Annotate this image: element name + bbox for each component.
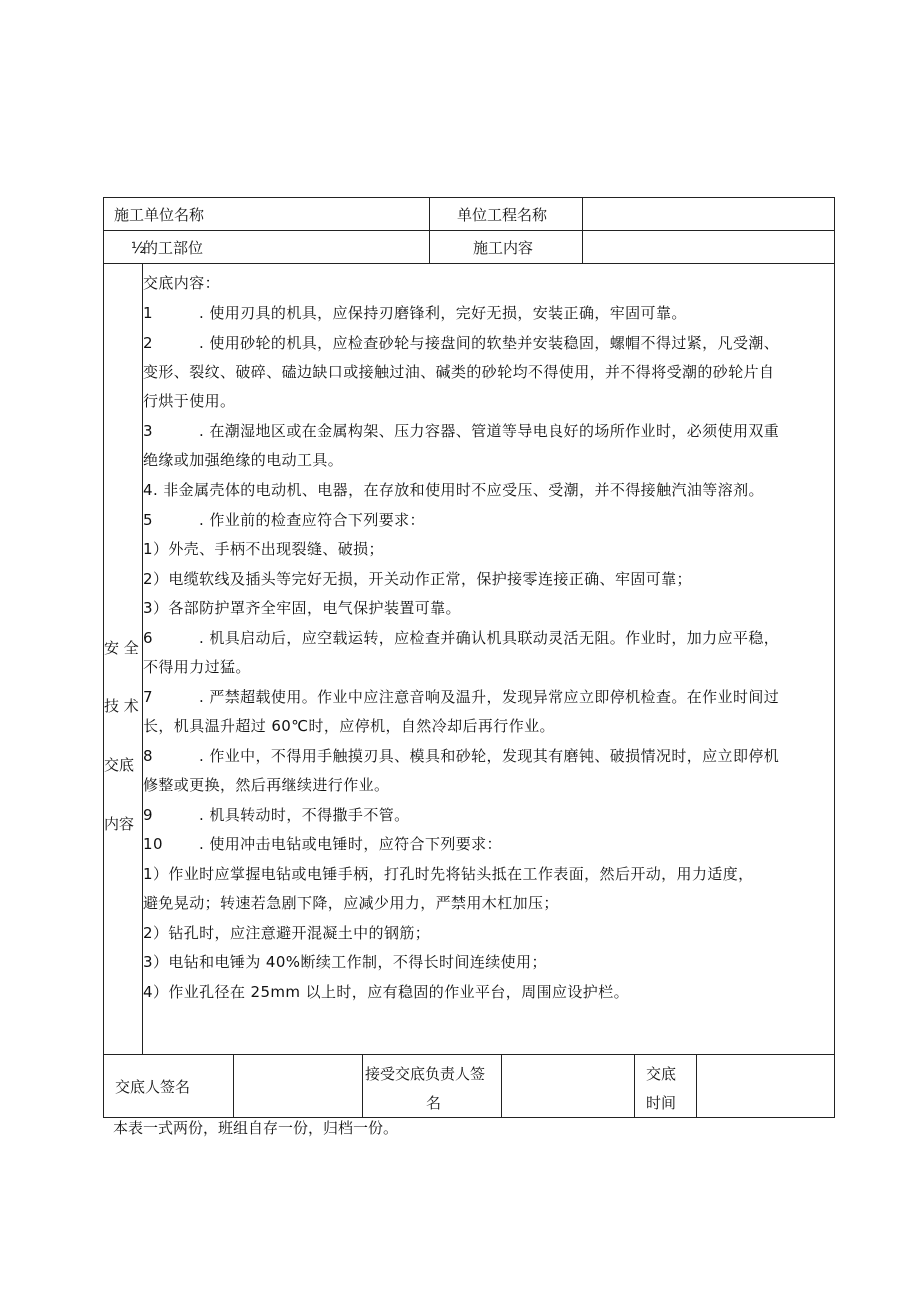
presenter-signature-field[interactable] bbox=[233, 1055, 362, 1117]
item-text: . 作业中，不得用手触摸刃具、模具和砂轮，发现其有磨钝、破损情况时，应立即停机 bbox=[199, 747, 780, 765]
side-label-column bbox=[104, 264, 143, 1054]
item-text: . 机具启动后，应空载运转，应检查并确认机具联动灵活无阻。作业时，加力应平稳， bbox=[199, 629, 780, 647]
content-item: 4. 非金属壳体的电动机、电器，在存放和使用时不应受压、受潮，并不得接触汽油等溶剂。 bbox=[143, 481, 764, 499]
work-content-label: 施工内容 bbox=[473, 239, 534, 257]
work-location-label: 的工部位 bbox=[143, 239, 204, 257]
content-item bbox=[143, 834, 834, 854]
work-content-value-cell[interactable] bbox=[582, 231, 834, 263]
unit-project-label-cell bbox=[429, 198, 582, 230]
content-item bbox=[143, 510, 834, 530]
time-label-cell bbox=[634, 1055, 696, 1117]
presenter-label-cell bbox=[104, 1055, 233, 1117]
content-item bbox=[143, 805, 834, 825]
time-label-line1: 交底 bbox=[646, 1065, 677, 1083]
item-number: 7 bbox=[143, 688, 153, 706]
content-item bbox=[143, 333, 834, 353]
construction-unit-label-cell bbox=[104, 198, 429, 230]
side-label-disclosure: 交底 bbox=[104, 756, 135, 774]
sub-item: 1）外壳、手柄不出现裂缝、破损； bbox=[143, 540, 384, 558]
sub-item: 1）作业时应掌握电钻或电锤手柄，打孔时先将钻头抵在工作表面，然后开动，用力适度， bbox=[143, 865, 754, 883]
content-item bbox=[143, 746, 834, 766]
sub-item: 4）作业孔径在 25mm 以上时，应有稳固的作业平台，周围应设护栏。 bbox=[143, 983, 629, 1001]
unit-project-value-cell[interactable] bbox=[582, 198, 834, 230]
side-label-safety: 安 全 bbox=[104, 639, 139, 657]
item-text: . 使用冲击电钻或电锤时，应符合下列要求： bbox=[199, 835, 502, 853]
item-text: . 在潮湿地区或在金属构架、压力容器、管道等导电良好的场所作业时，必须使用双重 bbox=[199, 422, 780, 440]
receiver-label-line1: 接受交底负责人签 bbox=[365, 1065, 486, 1083]
sub-item-continued: 避免晃动；转速若急剧下降，应减少用力，严禁用木杠加压； bbox=[143, 894, 559, 912]
item-number: 10 bbox=[143, 835, 163, 853]
content-item bbox=[143, 303, 834, 323]
sub-item: 3）各部防护罩齐全牢固，电气保护装置可靠。 bbox=[143, 599, 461, 617]
disclosure-body-row bbox=[103, 263, 835, 1054]
item-text: . 机具转动时，不得撒手不管。 bbox=[199, 806, 410, 824]
item-number: 5 bbox=[143, 511, 153, 529]
item-text: . 严禁超载使用。作业中应注意音响及温升，发现异常应立即停机检查。在作业时间过 bbox=[199, 688, 780, 706]
item-text: . 使用砂轮的机具，应检查砂轮与接盘间的软垫并安装稳固，螺帽不得过紧，凡受潮、 bbox=[199, 334, 780, 352]
receiver-label-line2: 名 bbox=[426, 1094, 442, 1112]
signature-row bbox=[103, 1054, 835, 1118]
item-number: 1 bbox=[143, 304, 153, 322]
item-text-continued: 不得用力过猛。 bbox=[143, 658, 251, 676]
item-text: . 作业前的检查应符合下列要求： bbox=[199, 511, 425, 529]
content-item bbox=[143, 687, 834, 707]
item-text: . 使用刃具的机具，应保持刃磨锋利，完好无损，安装正确，牢固可靠。 bbox=[199, 304, 687, 322]
receiver-signature-field[interactable] bbox=[501, 1055, 634, 1117]
disclosure-form bbox=[103, 197, 835, 1118]
side-label-technical: 技 术 bbox=[104, 697, 139, 715]
footnote: 本表一式两份，班组自存一份，归档一份。 bbox=[113, 1119, 399, 1137]
work-content-label-cell bbox=[429, 231, 582, 263]
construction-unit-label: 施工单位名称 bbox=[114, 206, 205, 224]
work-location-mark: ½ bbox=[131, 239, 146, 257]
time-value-field[interactable] bbox=[696, 1055, 834, 1117]
presenter-label: 交底人签名 bbox=[115, 1078, 191, 1096]
item-text-continued: 行烘于使用。 bbox=[143, 392, 236, 410]
item-text-continued: 变形、裂纹、破碎、磕边缺口或接触过油、碱类的砂轮均不得使用，并不得将受潮的砂轮片自 bbox=[143, 363, 775, 381]
side-label-content: 内容 bbox=[104, 815, 135, 833]
item-text-continued: 绝缘或加强绝缘的电动工具。 bbox=[143, 451, 344, 469]
work-location-label-cell bbox=[104, 231, 429, 263]
content-item bbox=[143, 628, 834, 648]
content-item bbox=[143, 421, 834, 441]
sub-item: 2）电缆软线及插头等完好无损，开关动作正常，保护接零连接正确、牢固可靠； bbox=[143, 570, 692, 588]
item-number: 8 bbox=[143, 747, 153, 765]
content-heading: 交底内容： bbox=[143, 274, 221, 292]
receiver-label-cell bbox=[362, 1055, 501, 1117]
header-row-2 bbox=[103, 230, 835, 263]
sub-item: 3）电钻和电锤为 40%断续工作制，不得长时间连续使用； bbox=[143, 953, 547, 971]
time-label-line2: 时间 bbox=[646, 1094, 677, 1112]
item-number: 3 bbox=[143, 422, 153, 440]
item-text-continued: 修整或更换，然后再继续进行作业。 bbox=[143, 776, 390, 794]
unit-project-label: 单位工程名称 bbox=[457, 206, 548, 224]
sub-item: 2）钻孔时，应注意避开混凝土中的钢筋； bbox=[143, 924, 431, 942]
item-number: 9 bbox=[143, 806, 153, 824]
header-row-1 bbox=[103, 197, 835, 230]
item-text-continued: 长，机具温升超过 60℃时，应停机，自然冷却后再行作业。 bbox=[143, 717, 555, 735]
disclosure-content bbox=[143, 264, 834, 1054]
item-number: 6 bbox=[143, 629, 153, 647]
item-number: 2 bbox=[143, 334, 153, 352]
